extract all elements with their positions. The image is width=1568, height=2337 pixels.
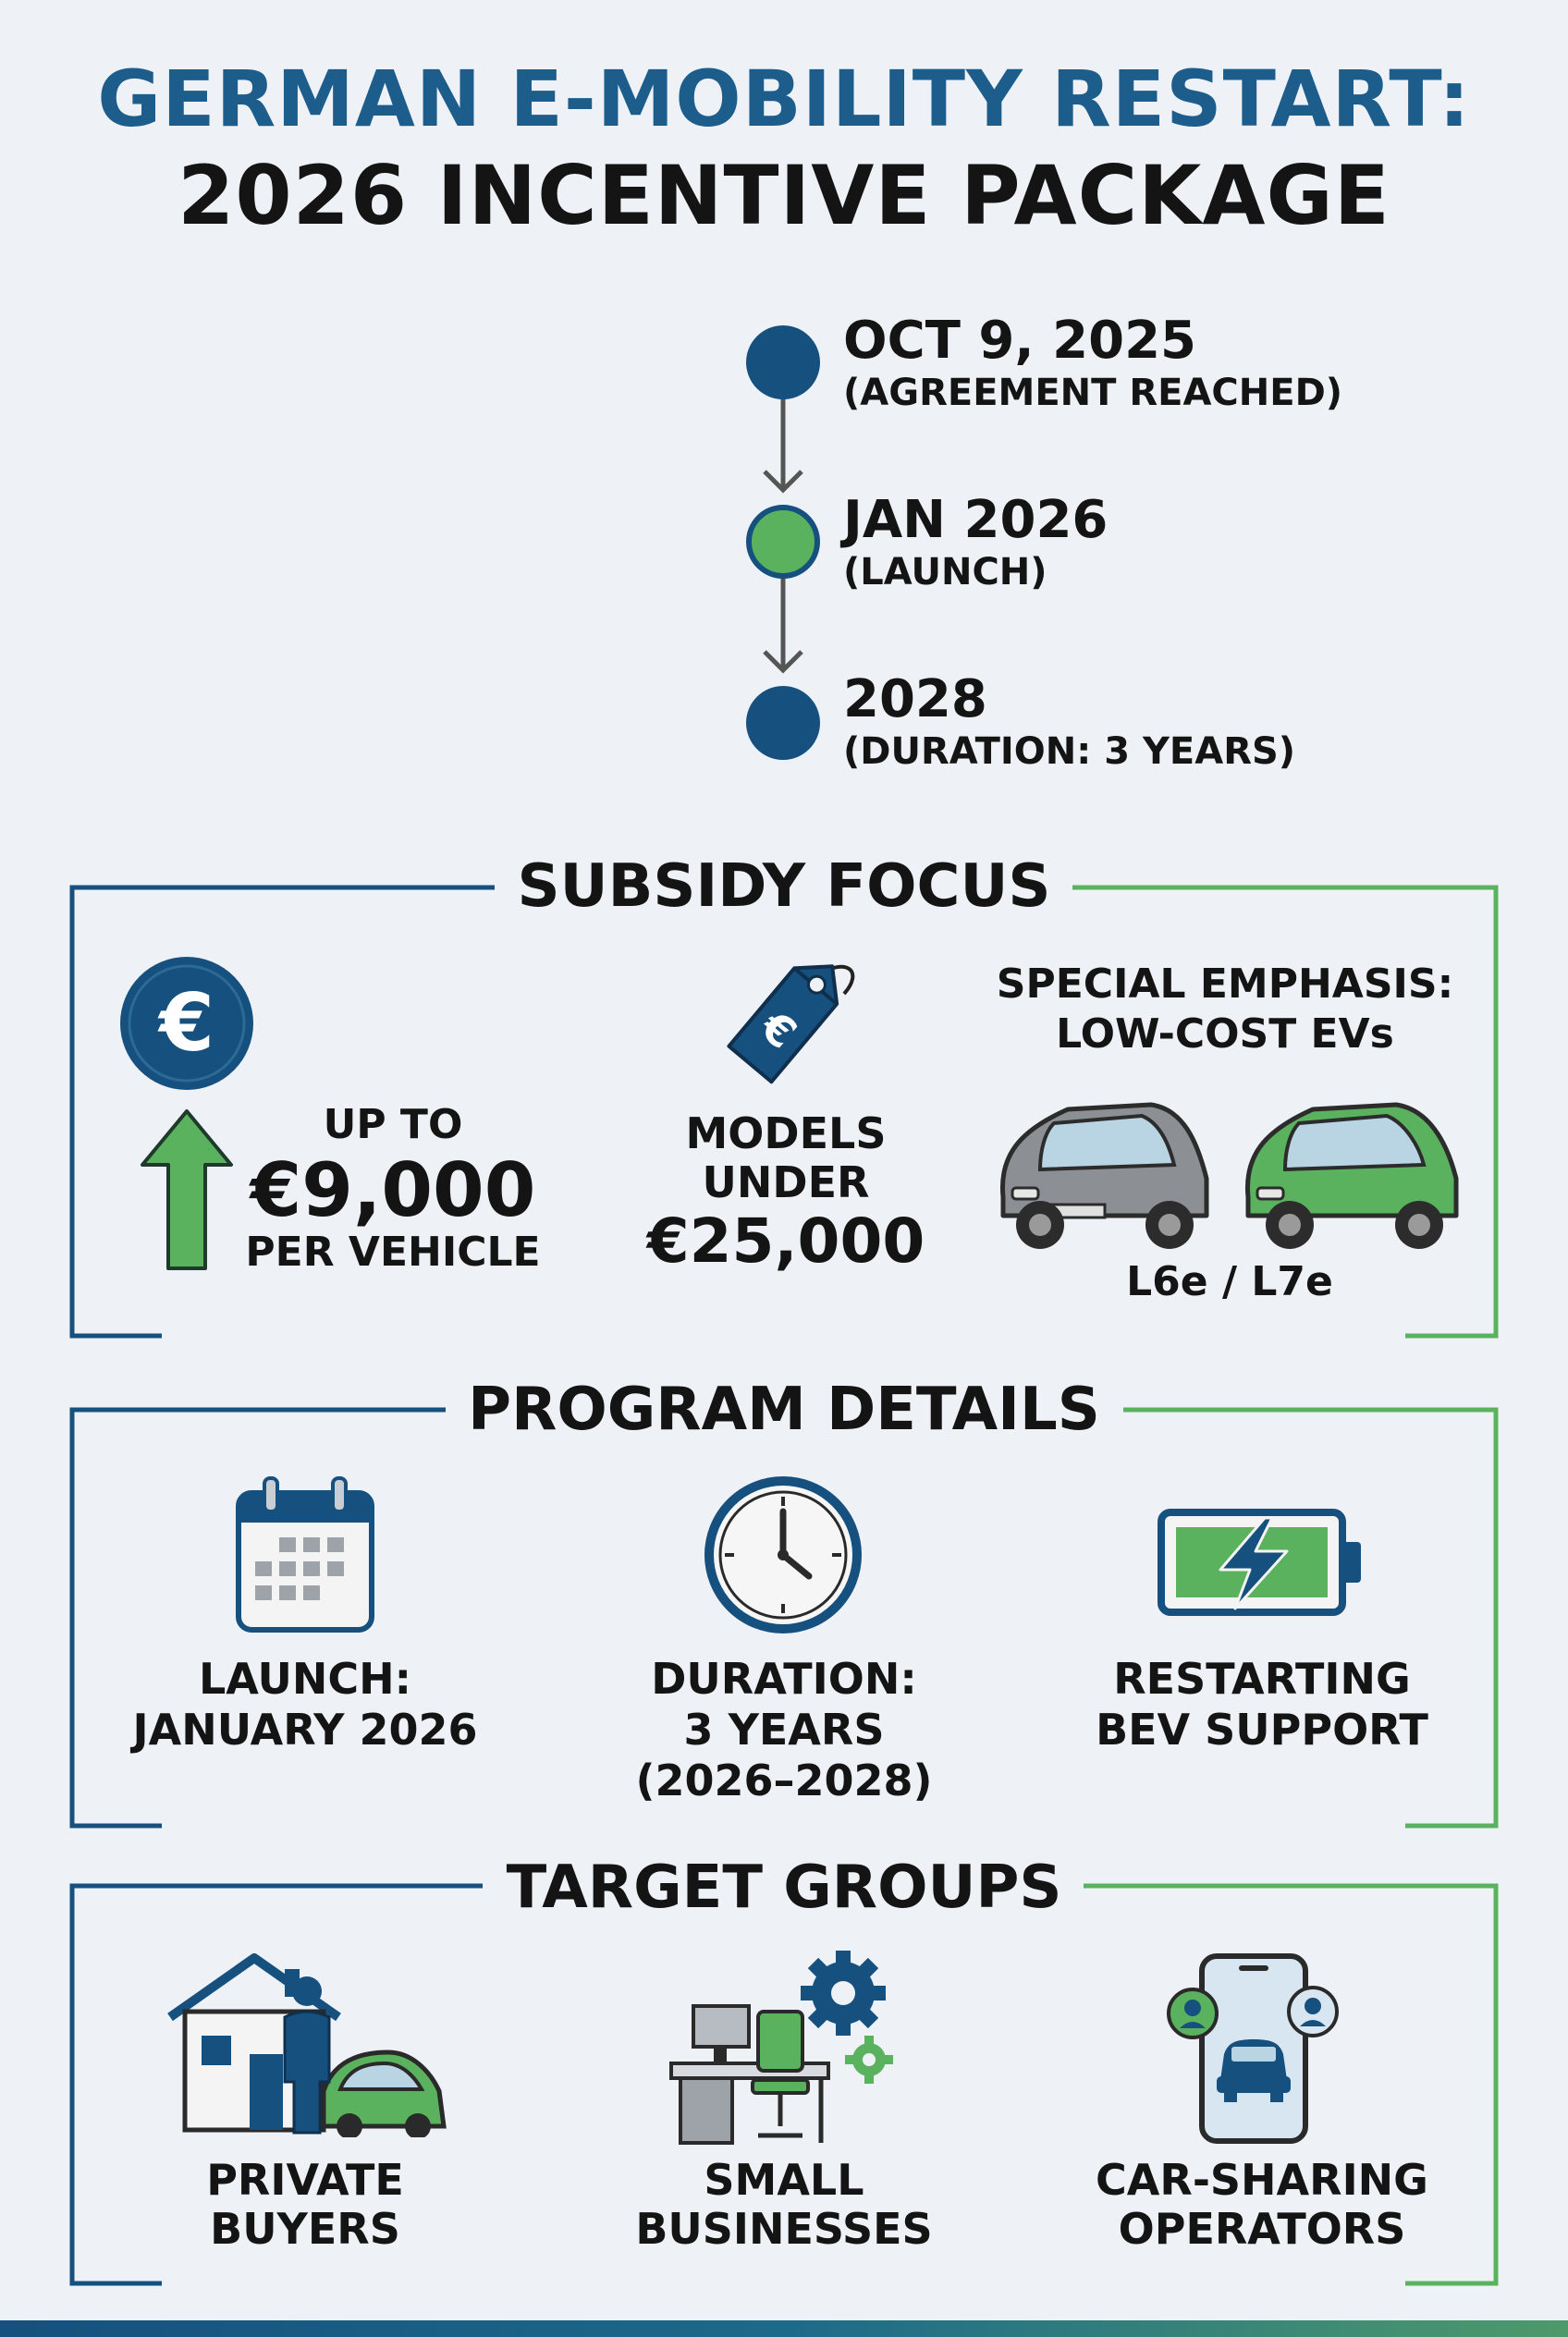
vehicle-classes: L6e / L7e <box>1126 1258 1333 1305</box>
launch-label-1: LAUNCH: <box>199 1654 411 1704</box>
svg-text:€: € <box>159 977 214 1070</box>
subsidy-up-to: UP TO <box>323 1101 463 1148</box>
subsidy-amount: €9,000 <box>250 1147 536 1233</box>
private-label-2: BUYERS <box>210 2204 400 2254</box>
launch-label-2: JANUARY 2026 <box>132 1705 478 1755</box>
timeline-date: JAN 2026 <box>843 490 1109 550</box>
timeline-note: (LAUNCH) <box>843 551 1047 593</box>
models-label-1: MODELS <box>685 1108 887 1158</box>
business-label-2: BUSINESSES <box>635 2204 933 2254</box>
models-label-2: UNDER <box>702 1157 870 1207</box>
office-gears-icon <box>666 1951 906 2149</box>
price-tag-icon <box>707 948 864 1095</box>
page-subtitle: 2026 INCENTIVE PACKAGE <box>178 148 1390 243</box>
timeline-note: (AGREEMENT REACHED) <box>843 372 1343 414</box>
house-person-car-icon <box>166 1952 453 2137</box>
carsharing-label-2: OPERATORS <box>1118 2204 1406 2254</box>
page-title: GERMAN E-MOBILITY RESTART: <box>97 54 1471 144</box>
bottom-accent-bar <box>0 2320 1568 2337</box>
subsidy-per-vehicle: PER VEHICLE <box>245 1229 541 1276</box>
euro-coin-icon <box>116 952 259 1095</box>
battery-bolt-icon <box>1156 1505 1368 1621</box>
clock-icon <box>703 1474 864 1636</box>
timeline-date: 2028 <box>843 669 987 729</box>
section-title-subsidy: SUBSIDY FOCUS <box>517 852 1051 921</box>
restart-label-2: BEV SUPPORT <box>1096 1705 1428 1755</box>
timeline-date: OCT 9, 2025 <box>843 311 1196 371</box>
up-arrow-icon <box>139 1107 236 1274</box>
restart-label-1: RESTARTING <box>1113 1654 1411 1704</box>
section-title-target: TARGET GROUPS <box>506 1854 1062 1922</box>
timeline-note: (DURATION: 3 YEARS) <box>843 730 1296 773</box>
duration-label-2: 3 YEARS <box>683 1705 885 1755</box>
duration-label-1: DURATION: <box>651 1654 917 1704</box>
models-price-cap: €25,000 <box>646 1205 925 1277</box>
section-title-program: PROGRAM DETAILS <box>468 1376 1100 1444</box>
phone-carsharing-icon <box>1167 1951 1352 2149</box>
duration-label-3: (2026–2028) <box>635 1756 933 1805</box>
emphasis-label-2: LOW-COST EVs <box>1056 1010 1394 1058</box>
carsharing-label-1: CAR-SHARING <box>1096 2155 1428 2205</box>
private-label-1: PRIVATE <box>206 2155 404 2205</box>
small-car-icon <box>985 1086 1475 1257</box>
emphasis-label-1: SPECIAL EMPHASIS: <box>996 960 1454 1008</box>
calendar-icon <box>231 1474 379 1636</box>
svg-text:€: € <box>751 1001 806 1059</box>
business-label-1: SMALL <box>704 2155 864 2205</box>
